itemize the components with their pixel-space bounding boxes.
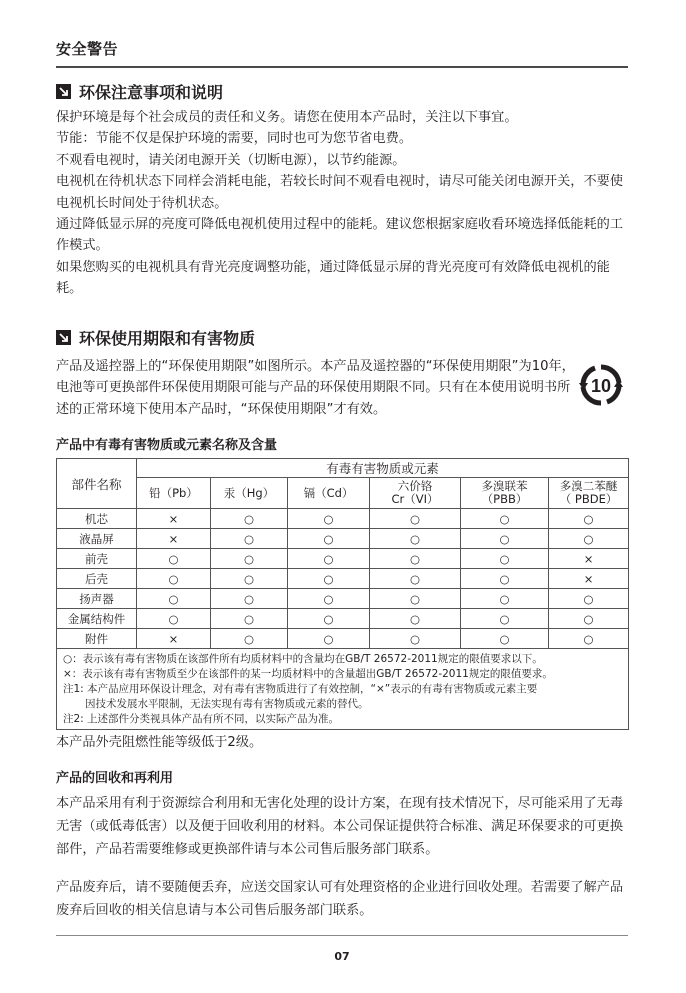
section-title-text: 环保使用期限和有害物质 [79, 329, 256, 348]
column-header-pbb: 多溴联苯 （PBB） [461, 478, 549, 509]
hazard-table-title: 产品中有毒有害物质或元素名称及含量 [56, 438, 278, 453]
paragraph: 保护环境是每个社会成员的责任和义务。请您在使用本产品时，关注以下事宜。 [56, 110, 518, 125]
usage-period-paragraph [56, 356, 578, 420]
table-row: 前壳 ○ ○ ○ ○ ○ × [57, 549, 629, 569]
section-title-environment [56, 80, 223, 103]
page-header-title: 安全警告 [56, 40, 119, 58]
substances-group-header: 有毒有害物质或元素 [137, 459, 629, 478]
table-row: 后壳 ○ ○ ○ ○ ○ × [57, 569, 629, 589]
paragraph: 节能：节能不仅是保护环境的需要，同时也可为您节省电费。 [56, 131, 413, 147]
note-1-continued: 因技术发展水平限制，无法实现有毒有害物质或元素的替代。 [85, 698, 369, 710]
checkbox-arrow-icon [56, 84, 71, 99]
table-row: 扬声器 ○ ○ ○ ○ ○ ○ [57, 589, 629, 609]
table-row: 附件 × ○ ○ ○ ○ ○ [57, 629, 629, 649]
paragraph: 电视机在待机状态下同样会消耗电能，若较长时间不观看电视时，请尽可能关闭电源开关，不要使电视机长时间处于待机状态。 [56, 174, 624, 211]
note-2: 注2: 上述部件分类视具体产品有所不同，以实际产品为准。 [63, 713, 340, 725]
recycling-paragraph-1: 本产品采用有利于资源综合利用和无害化处理的设计方案，在现有技术情况下，尽可能采用了无毒无害（或低毒低害）以及便于回收利用的材料。本公司保证提供符合标准、满足环保要求的可更换部件，产品若需要维修或更换部件请与本公司售后服务部门联系。 [56, 796, 624, 857]
table-row: 金属结构件 ○ ○ ○ ○ ○ ○ [57, 609, 629, 629]
header-divider [56, 66, 628, 68]
part-name-header: 部件名称 [57, 459, 137, 509]
footer-divider [56, 935, 628, 936]
column-header-cr6: 六价铬 Cr（VI） [370, 478, 461, 509]
environment-paragraphs [56, 107, 628, 300]
paragraph: 如果您购买的电视机具有背光亮度调整功能，通过降低显示屏的背光亮度可有效降低电视机的能耗。 [56, 259, 610, 297]
note-cross-legend: ×：表示该有毒有害物质至少在该部件的某一均质材料中的含量超出GB/T 26572-2011规定的限值要求。 [63, 668, 553, 680]
note-1: 注1: 本产品应用环保设计理念，对有毒有害物质进行了有效控制，“×”表示的有毒有害物质或元素主要 [63, 683, 538, 695]
recycling-paragraph-2: 产品废弃后，请不要随便丢弃，应送交国家认可有处理资格的企业进行回收处理。若需要了解产品废弃后回收的相关信息请与本公司售后服务部门联系。 [56, 880, 624, 918]
section-title-usage-period [56, 326, 255, 349]
hazard-substances-table [56, 458, 629, 730]
note-circle-legend: ○：表示该有毒有害物质在该部件所有均质材料中的含量均在GB/T 26572-2011规定的限值要求以下。 [63, 653, 543, 665]
recycling-title: 产品的回收和再利用 [56, 771, 174, 786]
paragraph: 不观看电视时，请关闭电源开关（切断电源），以节约能源。 [56, 152, 406, 168]
page-number: 07 [334, 950, 350, 963]
table-notes [57, 649, 629, 730]
paragraph: 通过降低显示屏的亮度可降低电视机使用过程中的能耗。建议您根据家庭收看环境选择低能耗的工作模式。 [56, 217, 624, 254]
column-header-hg: 汞（Hg） [211, 478, 288, 509]
flame-retardant-note: 本产品外壳阻燃性能等级低于2级。 [56, 735, 263, 750]
table-row: 机芯 × ○ ○ ○ ○ ○ [57, 509, 629, 529]
efup-10-year-logo-icon [579, 363, 623, 407]
column-header-pb: 铅（Pb） [137, 478, 211, 509]
table-row: 液晶屏 × ○ ○ ○ ○ ○ [57, 529, 629, 549]
column-header-pbde: 多溴二苯醚 （ PBDE） [549, 478, 629, 509]
column-header-cd: 镉（Cd） [288, 478, 370, 509]
paragraph: 产品及遥控器上的“环保使用期限”如图所示。本产品及遥控器的“环保使用期限”为10年，电池等可更换部件环保使用期限可能与产品的环保使用期限不同。只有在本使用说明书所述的正常环境下使用本产品时，“环保使用期限”才有效。 [56, 359, 575, 417]
svg-text:10: 10 [590, 376, 612, 396]
section-title-text: 环保注意事项和说明 [79, 83, 224, 102]
checkbox-arrow-icon [56, 330, 71, 345]
